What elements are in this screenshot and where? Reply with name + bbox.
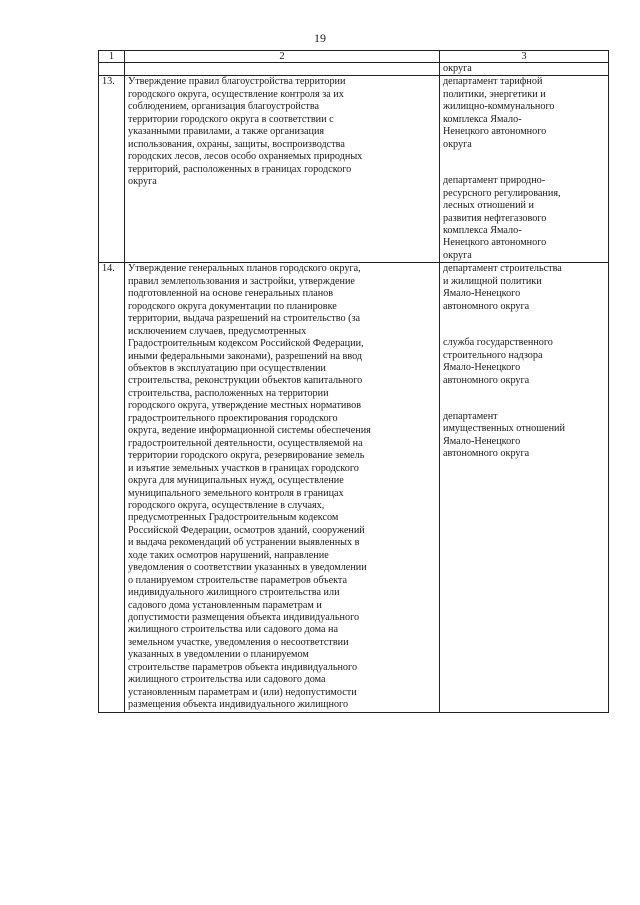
text-line: жилищного строительства или садового дома на (128, 624, 339, 636)
dept-line: Ямало-Ненецкого (443, 288, 521, 300)
authority-text-cell (125, 263, 440, 712)
text-line: о планируемом строительстве параметров объекта (128, 574, 348, 586)
dept-line: служба государственного (443, 337, 553, 349)
dept-line: округа (443, 63, 472, 74)
dept-line: лесных отношений и (443, 200, 534, 212)
text-line: строительстве параметров объекта индивидуального (128, 661, 358, 673)
dept-gap (443, 151, 605, 175)
dept-line: округа (443, 249, 472, 261)
dept-line: Ямало-Ненецкого (443, 435, 521, 447)
text-line: округа для муниципальных нужд, осуществление (128, 475, 344, 487)
dept-gap (443, 313, 605, 337)
dept-line: ресурсного регулирования, (443, 187, 561, 199)
text-line: индивидуального жилищного строительства или (128, 587, 340, 599)
text-line: территории городского округа, резервирование земель (128, 450, 365, 462)
dept-line: департамент природно- (443, 175, 546, 187)
text-line: размещения объекта индивидуального жилищного (128, 699, 349, 711)
text-line: допустимости размещения объекта индивидуального (128, 612, 360, 624)
dept-line: департамент (443, 410, 498, 422)
dept-line: автономного округа (443, 300, 530, 312)
text-line: строительства, расположенных на территории (128, 387, 329, 399)
text-line: установленным параметрам и (или) недопустимости (128, 686, 357, 698)
text-line: строительства, реконструкции объектов капитального (128, 375, 363, 387)
text-line: предусмотренных Градостроительным кодексом (128, 512, 339, 524)
text-line: Утверждение правил благоустройства территории (128, 76, 346, 88)
text-line: иными федеральными законами), разрешений на ввод (128, 350, 363, 362)
dept-line: департамент тарифной (443, 76, 543, 88)
dept-line: департамент строительства (443, 263, 562, 275)
text-line: указанных в уведомлении о планируемом (128, 649, 309, 661)
dept-line: Ненецкого автономного (443, 237, 547, 249)
dept-line: политики, энергетики и (443, 88, 546, 100)
text-line: округа (128, 176, 157, 188)
table-row-13 (99, 76, 609, 263)
text-line: исключением случаев, предусмотренных (128, 325, 307, 337)
text-line: муниципального земельного контроля в границах (128, 487, 344, 499)
continuation-row (99, 63, 609, 76)
text-line: градостроительного проектирования городского (128, 412, 338, 424)
dept-line: комплекса Ямало- (443, 224, 522, 236)
text-line: Российской Федерации, осмотров зданий, сооружений (128, 524, 365, 536)
text-line: территории, выдача разрешений на строительство (за (128, 313, 361, 325)
dept-line: округа (443, 138, 472, 150)
text-line: уведомления о соответствии указанных в уведомлении (128, 562, 367, 574)
dept-line: жилищно-коммунального (443, 101, 555, 113)
dept-line: и жилищной политики (443, 275, 542, 287)
column-header-1: 1 (99, 51, 125, 63)
column-header-2: 2 (125, 51, 440, 63)
text-line: жилищного строительства или садового дома (128, 674, 326, 686)
text-line: Градостроительным кодексом Российской Федерации, (128, 338, 364, 350)
text-line: объектов в эксплуатацию при осуществлении (128, 362, 326, 374)
table-header-row (99, 51, 609, 63)
continuation-num-cell (99, 63, 125, 76)
text-line: указанными правилами, а также организация (128, 126, 325, 138)
text-line: ходе таких осмотров нарушений, направление (128, 549, 329, 561)
text-line: подготовленной на основе генеральных планов (128, 288, 334, 300)
responsible-dept-cell (440, 263, 609, 712)
text-line: и изъятие земельных участков в границах городского (128, 462, 359, 474)
dept-line: имущественных отношений (443, 423, 565, 435)
column-header-3: 3 (440, 51, 609, 63)
dept-line: строительного надзора (443, 349, 543, 361)
dept-gap (443, 387, 605, 411)
dept-line: Ненецкого автономного (443, 126, 547, 138)
dept-line: Ямало-Ненецкого (443, 362, 521, 374)
text-line: территорий, расположенных в границах городского (128, 163, 352, 175)
text-line: использования, охраны, защиты, воспроизводства (128, 138, 345, 150)
text-line: градостроительной деятельности, осуществляемой на (128, 437, 363, 449)
text-line: Утверждение генеральных планов городского округа, (128, 263, 361, 275)
dept-line: автономного округа (443, 448, 530, 460)
authority-text-cell (125, 76, 440, 263)
dept-line: комплекса Ямало- (443, 113, 522, 125)
text-line: округа, ведение информационной системы обеспечения (128, 425, 371, 437)
text-line: городского округа, утверждение местных нормативов (128, 400, 362, 412)
text-line: соблюдением, организация благоустройства (128, 101, 320, 113)
text-line: городского округа, осуществление контроля за их (128, 88, 344, 100)
text-line: земельном участке, уведомления о несоответствии (128, 636, 349, 648)
text-line: садового дома установленным параметрам и (128, 599, 322, 611)
dept-line: развития нефтегазового (443, 212, 547, 224)
responsible-dept-cell (440, 76, 609, 263)
page-number: 19 (314, 31, 326, 45)
continuation-dept-cell (440, 63, 609, 76)
row-number: 13. (99, 76, 125, 263)
row-number: 14. (99, 263, 125, 712)
text-line: территории городского округа в соответствии с (128, 113, 334, 125)
text-line: правил землепользования и застройки, утверждение (128, 275, 355, 287)
text-line: городского округа, осуществление в случаях, (128, 499, 325, 511)
text-line: и выдача рекомендаций об устранении выявленных в (128, 537, 360, 549)
dept-line: автономного округа (443, 374, 530, 386)
text-line: городских лесов, лесов особо охраняемых природных (128, 151, 363, 163)
document-table (98, 50, 609, 713)
continuation-text-cell (125, 63, 440, 76)
table-row-14 (99, 263, 609, 712)
text-line: городского округа документации по планировке (128, 300, 337, 312)
